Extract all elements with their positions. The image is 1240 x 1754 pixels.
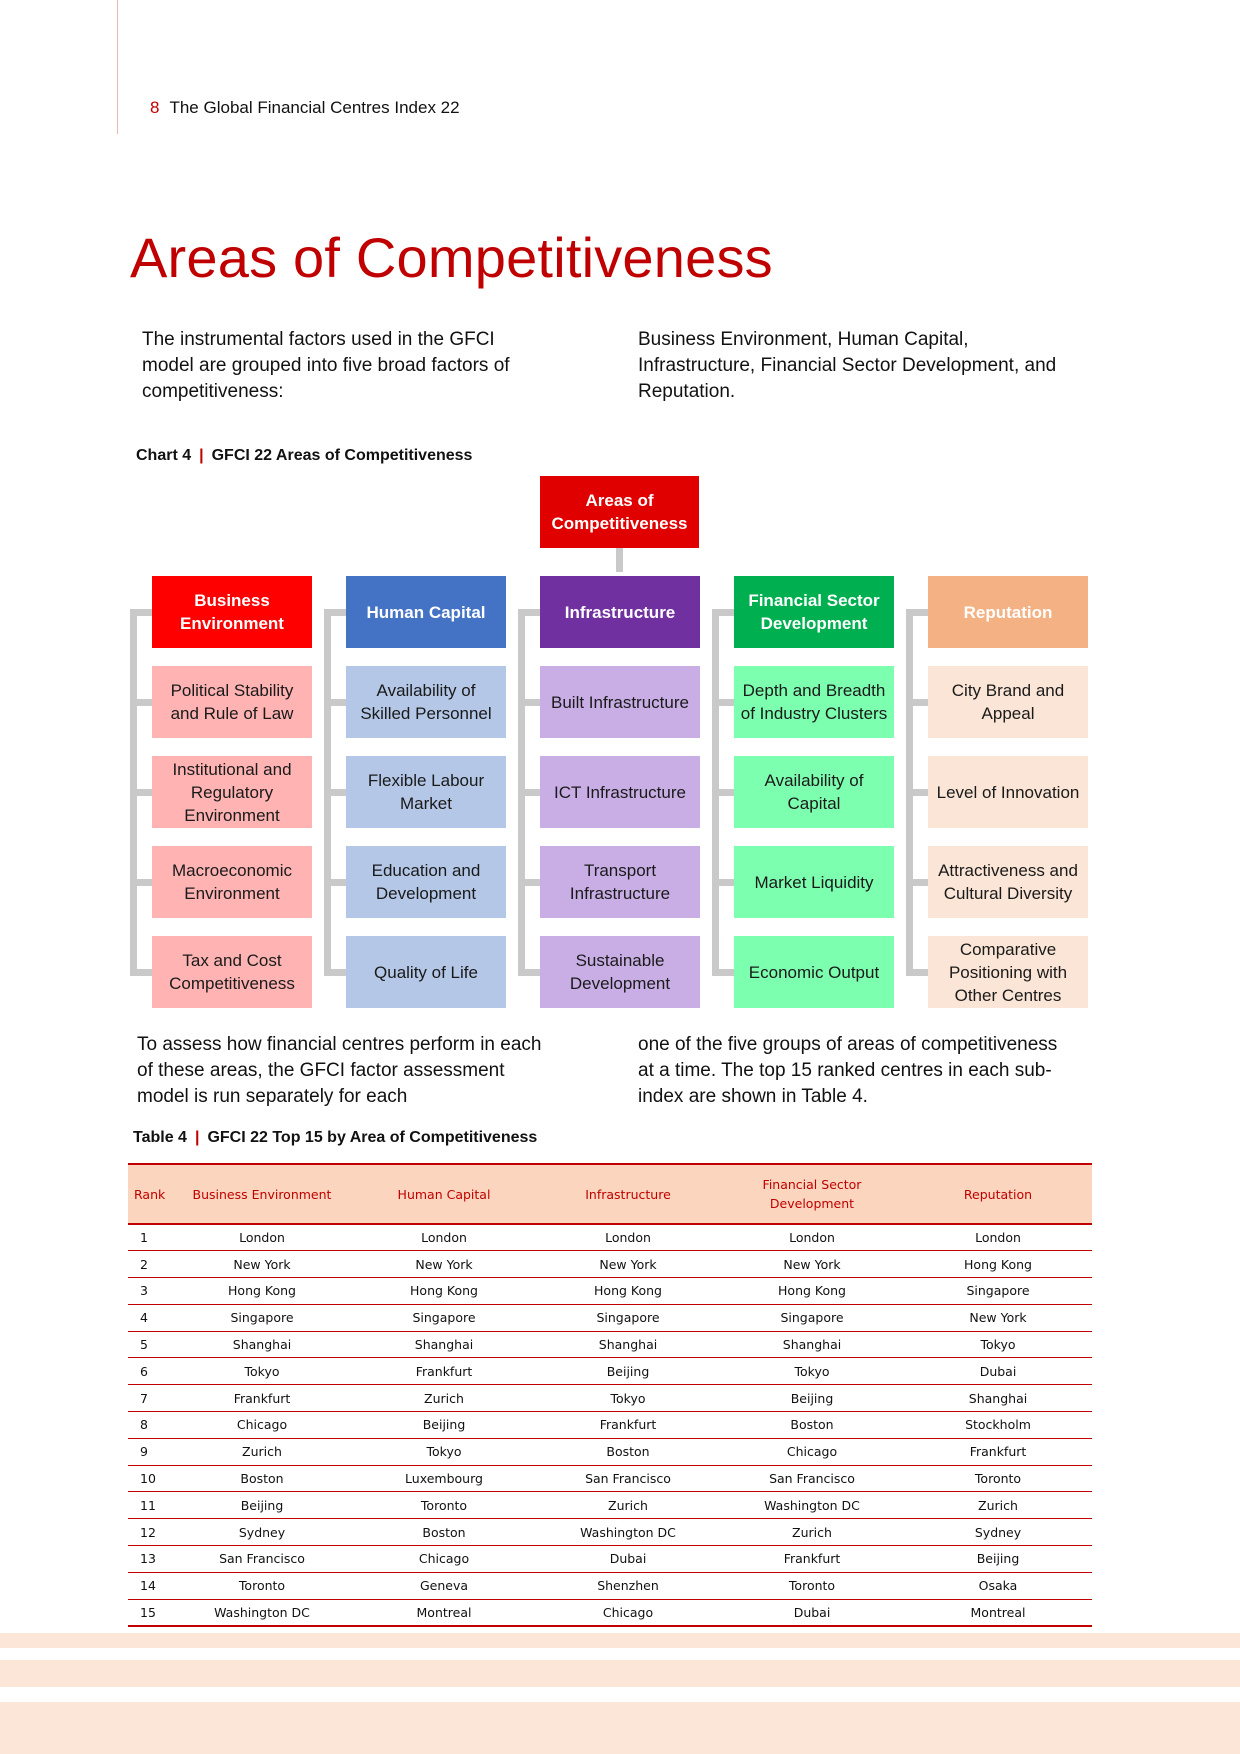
city-cell: Singapore [172,1304,352,1331]
table-row [128,1358,1092,1385]
factor-ict-infrastructure: ICT Infrastructure [540,756,700,828]
table-caption-title: GFCI 22 Top 15 by Area of Competitiveness [207,1129,538,1146]
rank-cell: 10 [128,1465,172,1492]
tree-branch [518,609,540,616]
city-cell: Singapore [720,1304,904,1331]
city-cell: New York [536,1251,720,1278]
city-cell: Washington DC [172,1599,352,1626]
category-human-capital: Human Capital [346,576,506,648]
table-row [128,1412,1092,1439]
tree-branch [324,879,346,886]
rank-cell: 2 [128,1251,172,1278]
city-cell: Singapore [536,1304,720,1331]
table-row [128,1251,1092,1278]
city-cell: Boston [172,1465,352,1492]
city-cell: Zurich [352,1385,536,1412]
city-cell: Tokyo [904,1331,1092,1358]
factor-macroeconomic-environment: Macroeconomic Environment [152,846,312,918]
tree-branch [906,699,928,706]
table-row [128,1385,1092,1412]
city-cell: Shanghai [352,1331,536,1358]
city-cell: Chicago [536,1599,720,1626]
tree-branch [518,969,540,976]
table-row [128,1278,1092,1305]
table-header-reputation: Reputation [904,1164,1092,1224]
table-header-rank: Rank [128,1164,172,1224]
chart-caption-title: GFCI 22 Areas of Competitiveness [211,447,473,464]
chart-caption-separator: | [199,447,204,464]
city-cell: Frankfurt [172,1385,352,1412]
city-cell: Boston [536,1438,720,1465]
rank-cell: 1 [128,1224,172,1251]
table-row [128,1331,1092,1358]
factor-depth-and-breadth-of-industry-clusters: Depth and Breadth of Industry Clusters [734,666,894,738]
city-cell: Beijing [172,1492,352,1519]
table-row [128,1519,1092,1546]
factor-transport-infrastructure: Transport Infrastructure [540,846,700,918]
table-row [128,1572,1092,1599]
table-body [128,1224,1092,1626]
tree-branch [712,789,734,796]
city-cell: Sydney [172,1519,352,1546]
category-financial-sector-development: Financial Sector Development [734,576,894,648]
rank-cell: 11 [128,1492,172,1519]
city-cell: Luxembourg [352,1465,536,1492]
tree-branch [906,879,928,886]
footer-band-2 [0,1660,1240,1687]
rank-cell: 4 [128,1304,172,1331]
city-cell: New York [172,1251,352,1278]
rank-cell: 13 [128,1546,172,1573]
city-cell: New York [720,1251,904,1278]
table-row [128,1492,1092,1519]
factor-availability-of-skilled-personnel: Availability of Skilled Personnel [346,666,506,738]
city-cell: Frankfurt [904,1438,1092,1465]
tree-branch [906,789,928,796]
tree-branch [130,699,152,706]
factor-level-of-innovation: Level of Innovation [928,756,1088,828]
factor-built-infrastructure: Built Infrastructure [540,666,700,738]
city-cell: Boston [352,1519,536,1546]
table-caption-separator: | [194,1129,200,1146]
city-cell: Hong Kong [172,1278,352,1305]
city-cell: San Francisco [720,1465,904,1492]
footer-band-1 [0,1633,1240,1648]
factor-education-and-development: Education and Development [346,846,506,918]
factor-flexible-labour-market: Flexible Labour Market [346,756,506,828]
intro-left-paragraph: The instrumental factors used in the GFCI model are grouped into five broad factors of competitiveness: [142,329,510,402]
factor-market-liquidity: Market Liquidity [734,846,894,918]
root-connector [616,548,623,572]
table-row [128,1438,1092,1465]
city-cell: Boston [720,1412,904,1439]
middle-left-paragraph: To assess how financial centres perform in each of these areas, the GFCI factor assessment model is run separately for each [137,1034,542,1107]
ranking-table-wrapper [128,1163,1092,1627]
tree-branch [130,879,152,886]
rank-cell: 12 [128,1519,172,1546]
city-cell: Dubai [720,1599,904,1626]
running-head [150,98,460,118]
factor-economic-output: Economic Output [734,936,894,1008]
tree-branch [130,969,152,976]
city-cell: Montreal [904,1599,1092,1626]
city-cell: Stockholm [904,1412,1092,1439]
rank-cell: 5 [128,1331,172,1358]
city-cell: Shanghai [536,1331,720,1358]
city-cell: Montreal [352,1599,536,1626]
table-row [128,1304,1092,1331]
city-cell: San Francisco [536,1465,720,1492]
table-header-human-capital: Human Capital [352,1164,536,1224]
city-cell: Chicago [352,1546,536,1573]
city-cell: Hong Kong [352,1278,536,1305]
city-cell: Zurich [904,1492,1092,1519]
table-header-infrastructure: Infrastructure [536,1164,720,1224]
city-cell: Hong Kong [904,1251,1092,1278]
factor-political-stability-and-rule-of-law: Political Stability and Rule of Law [152,666,312,738]
city-cell: Hong Kong [720,1278,904,1305]
city-cell: Dubai [904,1358,1092,1385]
city-cell: Tokyo [352,1438,536,1465]
city-cell: Toronto [172,1572,352,1599]
tree-branch [712,879,734,886]
chart-caption [136,447,472,465]
city-cell: San Francisco [172,1546,352,1573]
ranking-table [128,1163,1092,1627]
city-cell: Beijing [352,1412,536,1439]
tree-root: Areas of Competitiveness [540,476,699,548]
page-number: 8 [150,98,160,117]
city-cell: Zurich [172,1438,352,1465]
rank-cell: 15 [128,1599,172,1626]
city-cell: Tokyo [172,1358,352,1385]
city-cell: Sydney [904,1519,1092,1546]
city-cell: Toronto [352,1492,536,1519]
tree-branch [324,609,346,616]
city-cell: New York [352,1251,536,1278]
tree-branch [324,789,346,796]
city-cell: Tokyo [720,1358,904,1385]
factor-city-brand-and-appeal: City Brand and Appeal [928,666,1088,738]
city-cell: Chicago [720,1438,904,1465]
tree-branch [906,969,928,976]
category-reputation: Reputation [928,576,1088,648]
intro-right-paragraph: Business Environment, Human Capital, Infrastructure, Financial Sector Development, and Reputation. [638,329,1057,402]
city-cell: Washington DC [720,1492,904,1519]
city-cell: Hong Kong [536,1278,720,1305]
margin-rule [117,0,118,134]
city-cell: Shanghai [904,1385,1092,1412]
city-cell: Singapore [904,1278,1092,1305]
rank-cell: 9 [128,1438,172,1465]
factor-institutional-and-regulatory-environment: Institutional and Regulatory Environment [152,756,312,828]
table-row [128,1465,1092,1492]
tree-branch [324,699,346,706]
table-row [128,1546,1092,1573]
city-cell: Dubai [536,1546,720,1573]
city-cell: Beijing [536,1358,720,1385]
table-row [128,1224,1092,1251]
rank-cell: 14 [128,1572,172,1599]
factor-availability-of-capital: Availability of Capital [734,756,894,828]
city-cell: Frankfurt [536,1412,720,1439]
middle-right-paragraph: one of the five groups of areas of competitiveness at a time. The top 15 ranked centres in each sub-index are shown in Table 4. [638,1034,1058,1107]
city-cell: Shanghai [172,1331,352,1358]
city-cell: London [904,1224,1092,1251]
running-title: The Global Financial Centres Index 22 [169,98,460,117]
table-caption-label: Table 4 [133,1129,187,1146]
tree-branch [130,789,152,796]
city-cell: Toronto [904,1465,1092,1492]
tree-branch [712,699,734,706]
tree-branch [130,609,152,616]
tree-branch [712,609,734,616]
factor-comparative-positioning-with-other-centres: Comparative Positioning with Other Centres [928,936,1088,1008]
rank-cell: 8 [128,1412,172,1439]
rank-cell: 3 [128,1278,172,1305]
table-header-financial-sector-development: Financial Sector Development [720,1164,904,1224]
factor-sustainable-development: Sustainable Development [540,936,700,1008]
city-cell: London [352,1224,536,1251]
table-caption [133,1129,537,1147]
city-cell: New York [904,1304,1092,1331]
city-cell: Chicago [172,1412,352,1439]
table-header-business-environment: Business Environment [172,1164,352,1224]
table-header-row [128,1164,1092,1224]
city-cell: Washington DC [536,1519,720,1546]
city-cell: Frankfurt [720,1546,904,1573]
factor-tax-and-cost-competitiveness: Tax and Cost Competitiveness [152,936,312,1008]
city-cell: Tokyo [536,1385,720,1412]
rank-cell: 6 [128,1358,172,1385]
factor-quality-of-life: Quality of Life [346,936,506,1008]
city-cell: Toronto [720,1572,904,1599]
rank-cell: 7 [128,1385,172,1412]
tree-branch [518,699,540,706]
city-cell: London [172,1224,352,1251]
tree-branch [518,789,540,796]
city-cell: Beijing [720,1385,904,1412]
city-cell: Zurich [536,1492,720,1519]
city-cell: Osaka [904,1572,1092,1599]
footer-band-3 [0,1702,1240,1754]
tree-branch [906,609,928,616]
city-cell: Singapore [352,1304,536,1331]
city-cell: Frankfurt [352,1358,536,1385]
table-row [128,1599,1092,1626]
city-cell: London [720,1224,904,1251]
city-cell: Shanghai [720,1331,904,1358]
tree-branch [324,969,346,976]
city-cell: Geneva [352,1572,536,1599]
city-cell: Shenzhen [536,1572,720,1599]
city-cell: London [536,1224,720,1251]
factor-attractiveness-and-cultural-diversity: Attractiveness and Cultural Diversity [928,846,1088,918]
city-cell: Beijing [904,1546,1092,1573]
city-cell: Zurich [720,1519,904,1546]
category-infrastructure: Infrastructure [540,576,700,648]
page-title: Areas of Competitiveness [130,226,773,289]
chart-caption-label: Chart 4 [136,447,192,464]
category-business-environment: Business Environment [152,576,312,648]
tree-branch [712,969,734,976]
tree-branch [518,879,540,886]
